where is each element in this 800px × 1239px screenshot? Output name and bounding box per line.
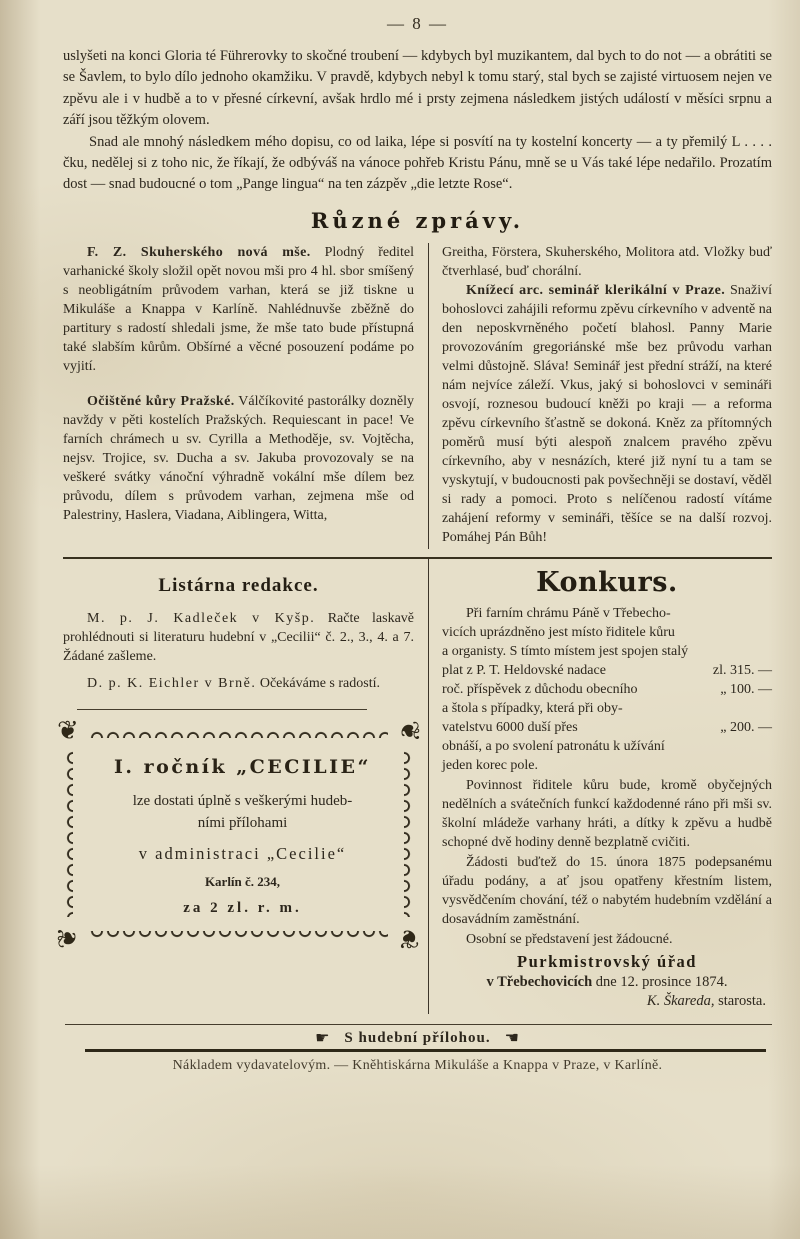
konkurs-line: plat z P. T. Heldovské nadace zl. 315. — [442,662,772,678]
ornament-border-top [89,730,388,738]
article-lead: Knížecí arc. seminář klerikální v Praze. [466,282,726,298]
konkurs-line: vicích uprázdněno jest místo řiditele kůru [442,624,675,640]
issuing-office-place-date: v Třebechovicích dne 12. prosince 1874. [486,973,728,990]
article-lead: Očištěné kůry Pražské. [87,393,235,409]
listarna-reply: Očekáváme s radostí. [259,675,380,691]
article-body: Plodný ředitel varhanické školy složil opět novou mši pro 4 hl. sbor smíšený s neobligátním průvodem varhan, která se již tiskne u Mikuláše a Knappa v Karlíně. Nahlédnuvše zběžně do partitury s radostí shledali jsme, že mše tato bude přístupná také slabším kůrům. Obšírné a věcné posouzení podáme po vyjití. [63,244,415,374]
ornament-border-right [404,750,412,917]
article-body: Snaživí bohoslovci zahájili reformu zpěvu církevního v adventě na den neposkvrněného početí blahosl. Panny Marie provozováním gregoriánské mše bez průvodu varhan velmi důstojně. Sláva! Seminář jest přední stráží, na které nám nejvíce záleží. Vkus, jaký si bohoslovci v semináři osvojí, roznesou budoucí kněži po kraji — a reforma zpěvu církevního šťastně se dokoná. Kněz za přítomných poměrů musí býti alespoň znalcem pravého zpěvu církevního, aby v nesnázích, které již nyní tu a tam se vyskytují, v budoucnosti pak povšechněji se dostaví, věděl si rady a pomoci. Proto s nelíčenou radostí vítáme zahájení reformy v semináři, těšíce se na další rozvoj. Pomáhej Pán Bůh! [442,282,772,545]
intro-paragraph-2: Snad ale mnohý následkem mého dopisu, co od laika, lépe si posvítí na ty kostelní koncerty — a ty přemilý L . . . . čku, nedělej si z toho nic, že říkají, že odbýváš na vánoce pohřeb Kristu Pánu, mně se u Vás také lépe nedařilo. Prozatím dost — snad budoucné o tom „Pange lingua“ na ten zázpěv „die letzte Rose“. [63,133,772,193]
news-column-right [428,243,772,549]
konkurs-line: a štola s případky, která při oby- [442,700,623,716]
ad-address: Karlín č. 234, [204,874,281,890]
konkurs-line: jeden korec pole. [442,757,539,773]
konkurs-duties-paragraph: Povinnost řiditele kůru bude, kromě obyčejných nedělních a svátečních funkcí každodenné ráno při mši sv. školní mládeže varhany hráti, a dítky k zpěvu a hudbě schopné dvě hodiny denně bezplatně cvičiti. [442,777,772,850]
konkurs-line: obnáší, a po svolení patronátu k užívání [442,738,665,754]
article-lead: F. Z. Skuherského nová mše. [87,244,311,260]
floral-corner-icon: ❦ [52,927,83,950]
floral-corner-icon: ❦ [57,716,79,747]
bottom-columns [52,559,772,1014]
page-footer [63,1024,772,1074]
issuing-office-name: Purkmistrovský úřad [517,951,697,971]
imprint-line: Nákladem vydavatelovým. — Kněhtiskárna Mikuláše a Knappa v Praze, v Karlíně. [172,1058,663,1074]
news-column-left [63,243,428,549]
bottom-column-left [52,559,428,1014]
article-continuation: Greitha, Förstera, Skuherského, Molitora atd. Vložky buď čtverhlasé, buď chorální. [442,244,772,279]
signature-line [442,993,772,1010]
konkurs-line: vatelstvu 6000 duší přes „ 200. — [442,719,772,735]
thick-rule [85,1049,766,1052]
ad-text-line: lze dostati úplně s veškerými hudeb- [132,793,353,810]
article-body: Válčíkovité pastorálky dozněly navždy v pěti kostelích Pražských. Requiescant in pace! Ve farních chrámech u sv. Cyrilla a Methoděje, sv. Vojtěcha, nejsv. Trojice, sv. Ducha a sv. Jakuba provozovaly se na veškeré svátky vánoční výhradně vokální mše dílem bez průvodu, dílem s průvodem varhan, zejmena mše od Palestriny, Haslera, Viadana, Aiblingera, Witta, [63,393,414,523]
listarna-reply: Račte laskavě prohlédnouti si literaturu hudební v „Cecilii“ č. 2., 3., 4. a 7. Žádané zašleme. [63,610,415,664]
article-ocistene-kury [63,392,414,525]
floral-corner-icon: ❦ [398,923,420,954]
supplement-text: S hudební přílohou. [344,1030,491,1047]
advertisement-box [52,716,425,954]
article-skuhersky-mse [63,243,414,376]
konkurs-line: Při farním chrámu Páně v Třebecho- [466,605,671,621]
signature-name: K. Škareda, [646,992,715,1009]
supplement-notice [63,1027,772,1047]
ad-price: za 2 zl. r. m. [183,900,302,917]
intro-section [63,46,772,196]
listarna-item-kadlecek [63,609,414,666]
ornament-border-left [65,750,73,917]
listarna-addressee: M. p. J. Kadleček v Kyšp. [87,610,316,626]
ad-text-line: ními přílohami [197,815,288,832]
signature-role: starosta. [714,992,766,1009]
news-columns [63,243,772,549]
ad-title: I. ročník „CECILIE“ [114,756,371,779]
ornament-border-bottom [89,931,388,939]
manicule-right-icon: ☛ [315,1028,331,1048]
page-number: — 8 — [387,14,448,33]
konkurs-application-paragraph: Žádosti buďtež do 15. února 1875 podepsanému úřadu podány, a ať jsou opatřeny křestním listem, vysvědčením chování, též o nabytém hudebním vzdělání a dosavádním zaměstnání. [442,854,772,927]
intro-paragraph-1: uslyšeti na konci Gloria té Führerovky to skočné troubení — kdybych byl muzikantem, dal bych to do not — a obrátiti se se Šavlem, to bylo dílo jednoho okamžiku. V pravdě, kdybych nebyl k tomu starý, stal bych se zajisté virtuosem nejen ve zpěvu ale i v hudbě a to v přesné církevní, avšak hrdlo mé i prsty zejmena následkem jistých událostí v měsíci srpnu a září jsou těžkým olovem. [63,48,772,129]
bottom-column-right [428,559,772,1014]
konkurs-title: Konkurs. [536,566,678,598]
listarna-item-eichler [63,674,414,693]
manicule-left-icon: ☚ [504,1028,520,1048]
konkurs-salary-lines [442,604,772,775]
ad-administration-line: v administraci „Cecilie“ [138,844,347,864]
listarna-title: Listárna redakce. [158,574,319,596]
short-divider [77,709,367,710]
section-title-ruzne-zpravy: Různé zprávy. [310,207,525,233]
konkurs-note-paragraph: Osobní se představení jest žádoucné. [466,931,673,947]
floral-corner-icon: ❦ [394,720,425,743]
konkurs-line: roč. příspěvek z důchodu obecního „ 100. — [442,681,772,697]
article-seminar-klerikalni [442,281,772,547]
konkurs-line: a organisty. S tímto místem jest spojen stalý [442,643,689,659]
thin-rule [65,1024,772,1025]
listarna-addressee: D. p. K. Eichler v Brně. [87,675,257,691]
